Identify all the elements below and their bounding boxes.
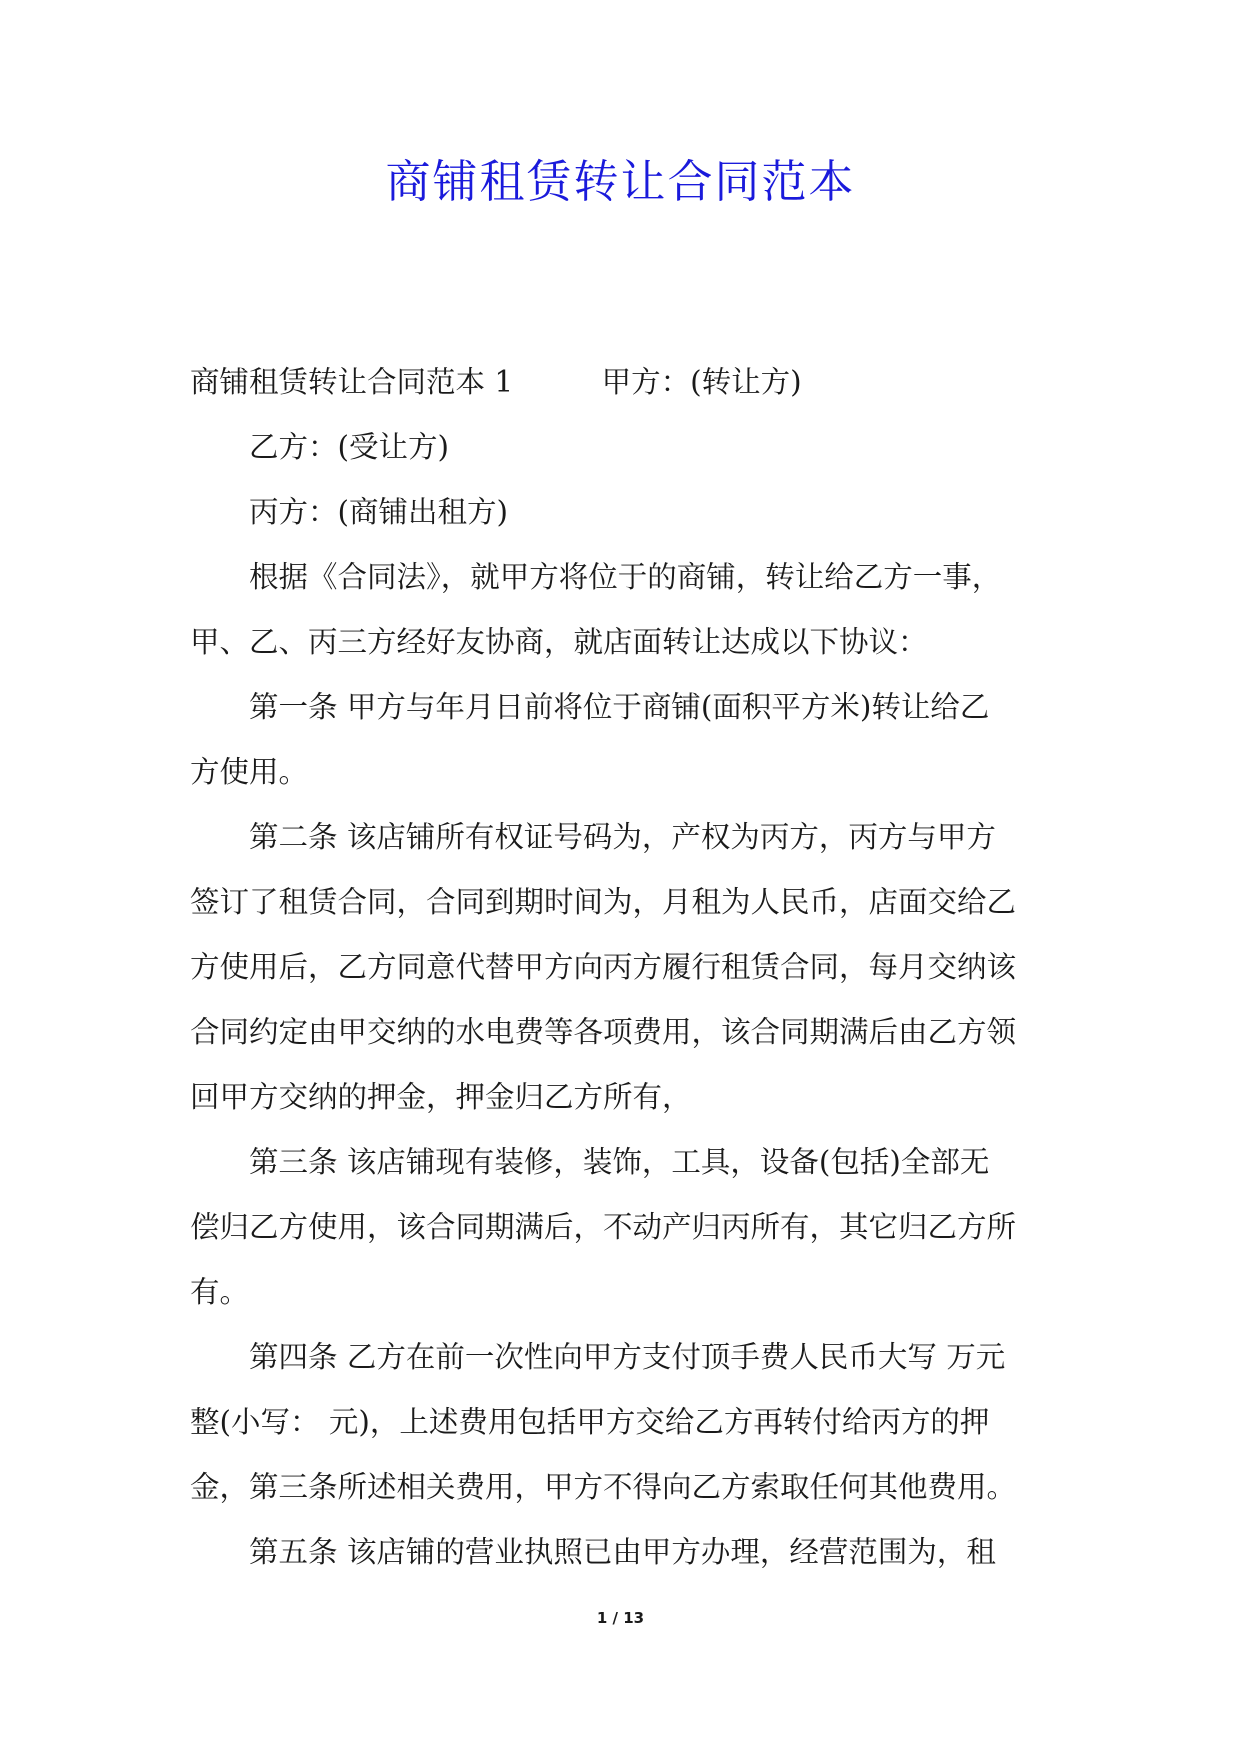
text-line: 偿归乙方使用，该合同期满后，不动产归丙所有，其它归乙方所 (190, 1210, 1017, 1244)
text-line: 商铺租赁转让合同范本 1 甲方：(转让方) (190, 365, 802, 399)
text-line: 方使用后，乙方同意代替甲方向丙方履行租赁合同，每月交纳该 (190, 950, 1017, 984)
text-line: 金，第三条所述相关费用，甲方不得向乙方索取任何其他费用。 (190, 1470, 1017, 1504)
text-line: 合同约定由甲交纳的水电费等各项费用，该合同期满后由乙方领 (190, 1015, 1017, 1049)
text-line: 有。 (190, 1275, 250, 1309)
text-line: 第二条 该店铺所有权证号码为，产权为丙方，丙方与甲方 (190, 820, 996, 854)
text-line: 签订了租赁合同，合同到期时间为，月租为人民币，店面交给乙 (190, 885, 1017, 919)
text-line: 第五条 该店铺的营业执照已由甲方办理，经营范围为，租 (190, 1535, 996, 1569)
document-title: 商铺租赁转让合同范本 (385, 155, 856, 208)
text-line: 丙方：(商铺出租方) (190, 495, 509, 529)
text-line: 甲、乙、丙三方经好友协商，就店面转让达成以下协议： (190, 625, 928, 659)
text-line: 第一条 甲方与年月日前将位于商铺(面积平方米)转让给乙 (190, 690, 990, 724)
text-line: 整(小写： 元)，上述费用包括甲方交给乙方再转付给丙方的押 (190, 1405, 990, 1439)
text-line: 乙方：(受让方) (190, 430, 450, 464)
text-line: 回甲方交纳的押金，押金归乙方所有， (190, 1080, 692, 1114)
text-line: 方使用。 (190, 755, 309, 789)
text-line: 第三条 该店铺现有装修，装饰，工具，设备(包括)全部无 (190, 1145, 990, 1179)
text-line: 根据《合同法》，就甲方将位于的商铺，转让给乙方一事， (190, 560, 1002, 594)
page-number: 1 / 13 (596, 1609, 645, 1627)
document-body (190, 350, 1050, 1585)
text-line: 第四条 乙方在前一次性向甲方支付顶手费人民币大写 万元 (190, 1340, 1006, 1374)
